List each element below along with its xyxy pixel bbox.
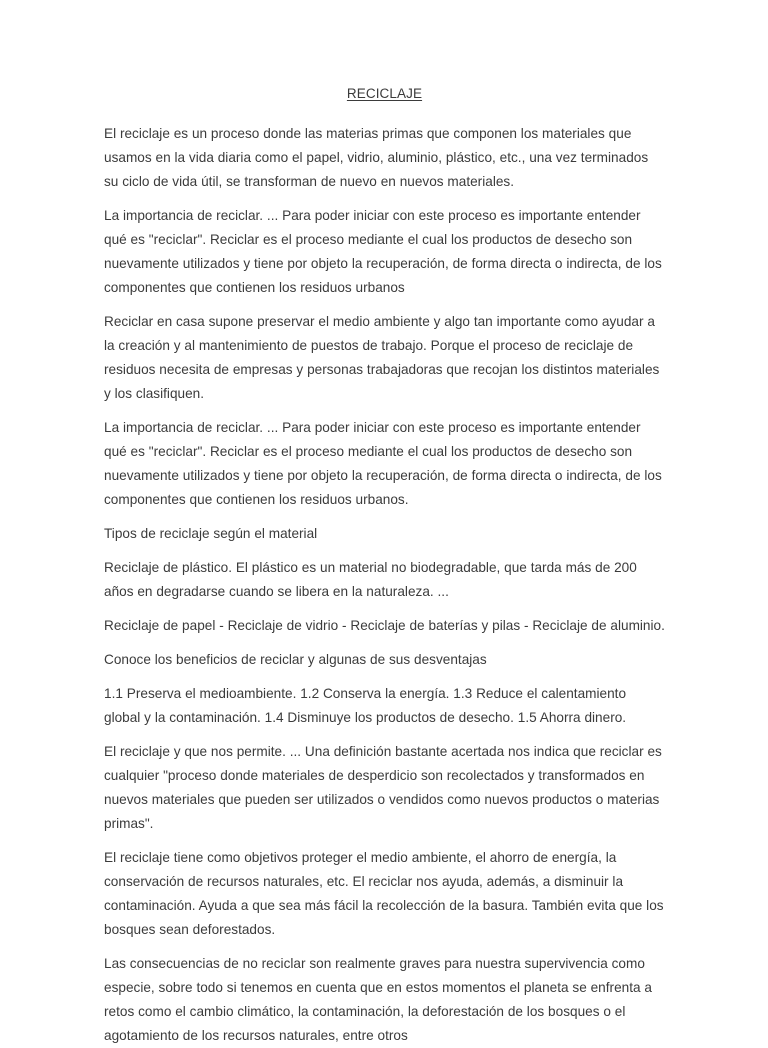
paragraph-definicion-citada: El reciclaje y que nos permite. ... Una definición bastante acertada nos indica que reciclar es cualquier "proceso donde materiales de desperdicio son recolectados y transformados en nuevos materiales que pueden ser utilizados o vendidos como nuevos productos o materias primas". — [104, 744, 662, 831]
paragraph-objetivos: El reciclaje tiene como objetivos proteger el medio ambiente, el ahorro de energía, la conservación de recursos naturales, etc. El reciclar nos ayuda, además, a disminuir la contaminación. Ayuda a que sea más fácil la recolección de la basura. También evita que los bosques sean deforestados. — [104, 850, 664, 937]
paragraph-importancia: La importancia de reciclar. ... Para poder iniciar con este proceso es importante entender qué es "reciclar". Reciclar es el proceso mediante el cual los productos de desecho son nuevamente utilizados y tiene por objeto la recuperación, de forma directa o indirecta, de los componentes que contienen los residuos urbanos — [104, 208, 662, 295]
paragraph-tipos-heading: Tipos de reciclaje según el material — [104, 526, 318, 541]
paragraph-beneficios-heading: Conoce los beneficios de reciclar y algunas de sus desventajas — [104, 652, 487, 667]
paragraph-lista-materiales: Reciclaje de papel - Reciclaje de vidrio - Reciclaje de baterías y pilas - Reciclaje de aluminio. — [104, 618, 665, 633]
paragraph-importancia-repetida: La importancia de reciclar. ... Para poder iniciar con este proceso es importante entender qué es "reciclar". Reciclar es el proceso mediante el cual los productos de desecho son nuevamente utilizados y tiene por objeto la recuperación, de forma directa o indirecta, de los componentes que contienen los residuos urbanos. — [104, 420, 662, 507]
paragraph-reciclar-en-casa: Reciclar en casa supone preservar el medio ambiente y algo tan importante como ayudar a la creación y al mantenimiento de puestos de trabajo. Porque el proceso de reciclaje de residuos necesita de empresas y personas trabajadoras que recojan los distintos materiales y los clasifiquen. — [104, 314, 660, 401]
paragraph-consecuencias: Las consecuencias de no reciclar son realmente graves para nuestra supervivencia como especie, sobre todo si tenemos en cuenta que en estos momentos el planeta se enfrenta a retos como el cambio climático, la contaminación, la deforestación de los bosques o el agotamiento de los recursos naturales, entre otros — [104, 956, 652, 1043]
paragraph-beneficios-lista: 1.1 Preserva el medioambiente. 1.2 Conserva la energía. 1.3 Reduce el calentamiento global y la contaminación. 1.4 Disminuye los productos de desecho. 1.5 Ahorra dinero. — [104, 686, 627, 725]
paragraph-definicion: El reciclaje es un proceso donde las materias primas que componen los materiales que usamos en la vida diaria como el papel, vidrio, aluminio, plástico, etc., una vez terminados su ciclo de vida útil, se transforman de nuevo en nuevos materiales. — [104, 126, 649, 189]
paragraph-reciclaje-plastico: Reciclaje de plástico. El plástico es un material no biodegradable, que tarda más de 200 años en degradarse cuando se libera en la naturaleza. ... — [104, 560, 637, 599]
page-title: RECICLAJE — [346, 86, 423, 101]
